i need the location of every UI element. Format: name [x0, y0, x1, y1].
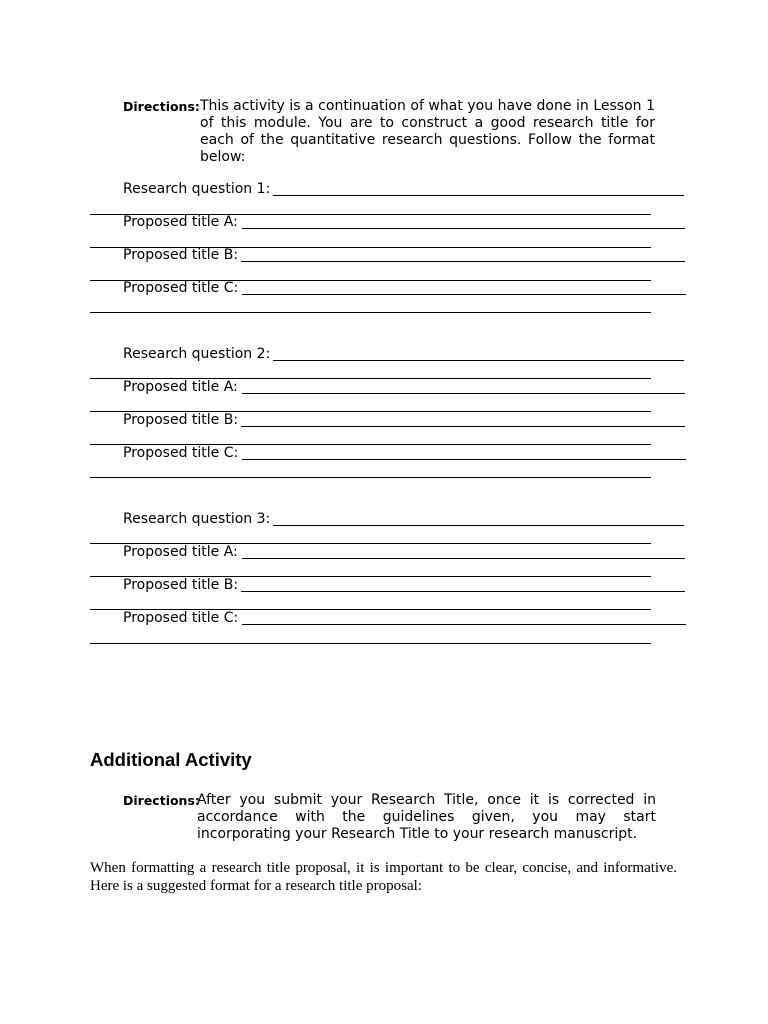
- research-question-2-answer-line[interactable]: [273, 360, 684, 361]
- q1-proposed-title-c-label: Proposed title C:: [123, 280, 239, 296]
- additional-directions-label: Directions:: [123, 793, 200, 808]
- q2-proposed-title-c-label: Proposed title C:: [123, 445, 239, 461]
- research-question-3-answer-line[interactable]: [273, 525, 684, 526]
- research-question-1-label: Research question 1:: [123, 181, 271, 197]
- q3-proposed-title-a-line[interactable]: [242, 558, 685, 559]
- q3-proposed-title-b-line[interactable]: [241, 591, 685, 592]
- research-question-1-answer-line[interactable]: [273, 195, 684, 196]
- q3-proposed-title-b-label: Proposed title B:: [123, 577, 239, 593]
- q1-proposed-title-b-label: Proposed title B:: [123, 247, 239, 263]
- q3-proposed-title-c-line[interactable]: [242, 624, 686, 625]
- q2-proposed-title-a-label: Proposed title A:: [123, 379, 238, 395]
- q2-proposed-title-c-continuation-line[interactable]: [90, 477, 651, 478]
- additional-activity-heading: Additional Activity: [90, 749, 252, 770]
- research-question-2-label: Research question 2:: [123, 346, 271, 362]
- q2-proposed-title-a-line[interactable]: [242, 393, 685, 394]
- q1-proposed-title-a-line[interactable]: [242, 228, 685, 229]
- q2-proposed-title-b-label: Proposed title B:: [123, 412, 239, 428]
- q3-proposed-title-c-label: Proposed title C:: [123, 610, 239, 626]
- q3-proposed-title-a-label: Proposed title A:: [123, 544, 238, 560]
- q3-proposed-title-c-continuation-line[interactable]: [90, 643, 651, 644]
- q2-proposed-title-b-line[interactable]: [241, 426, 685, 427]
- q1-proposed-title-b-line[interactable]: [241, 261, 685, 262]
- format-intro-paragraph: When formatting a research title proposal, it is important to be clear, concise, and informative. Here is a suggested format for a research title proposal:: [90, 860, 677, 894]
- directions-text: This activity is a continuation of what you have done in Lesson 1 of this module. You are to construct a good research title for each of the quantitative research questions. Follow the format below:: [200, 98, 655, 165]
- research-question-3-label: Research question 3:: [123, 511, 271, 527]
- q2-proposed-title-c-line[interactable]: [242, 459, 686, 460]
- q1-proposed-title-c-line[interactable]: [242, 294, 686, 295]
- q1-proposed-title-a-label: Proposed title A:: [123, 214, 238, 230]
- q1-proposed-title-c-continuation-line[interactable]: [90, 312, 651, 313]
- additional-directions-text: After you submit your Research Title, once it is corrected in accordance with the guidelines given, you may start incorporating your Research Title to your research manuscript.: [197, 792, 656, 842]
- directions-label: Directions:: [123, 99, 200, 114]
